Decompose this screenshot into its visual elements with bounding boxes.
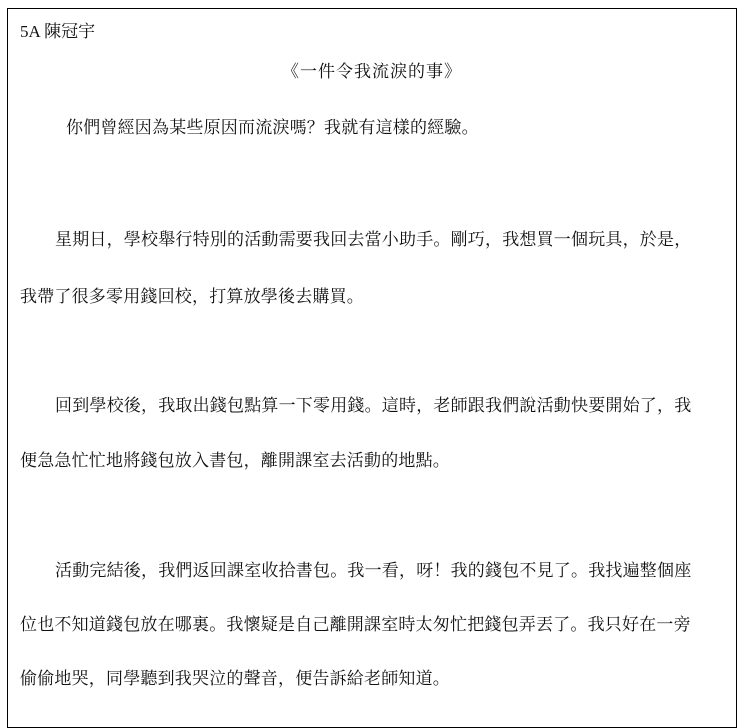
- paragraph-3-line-2: 便急急忙忙地將錢包放入書包，離開課室去活動的地點。: [20, 451, 450, 471]
- essay-title: 《一件令我流淚的事》: [282, 62, 462, 82]
- paragraph-2-line-1: 星期日，學校舉行特別的活動需要我回去當小助手。剛巧，我想買一個玩具，於是，: [55, 230, 692, 250]
- paragraph-1-line-1: 你們曾經因為某些原因而流淚嗎？我就有這樣的經驗。: [66, 118, 479, 138]
- paragraph-4-line-1: 活動完結後，我們返回課室收拾書包。我一看，呀！我的錢包不見了。我找遍整個座: [55, 561, 692, 581]
- paragraph-2-line-2: 我帶了很多零用錢回校，打算放學後去購買。: [20, 287, 364, 307]
- paragraph-4-line-2: 位也不知道錢包放在哪裏。我懷疑是自己離開課室時太匆忙把錢包弄丟了。我只好在一旁: [20, 615, 691, 635]
- student-name: 5A 陳冠宇: [20, 22, 96, 41]
- essay-page: [7, 8, 737, 728]
- paragraph-4-line-3: 偷偷地哭，同學聽到我哭泣的聲音，便告訴給老師知道。: [20, 669, 450, 689]
- paragraph-3-line-1: 回到學校後，我取出錢包點算一下零用錢。這時，老師跟我們說活動快要開始了，我: [55, 396, 692, 416]
